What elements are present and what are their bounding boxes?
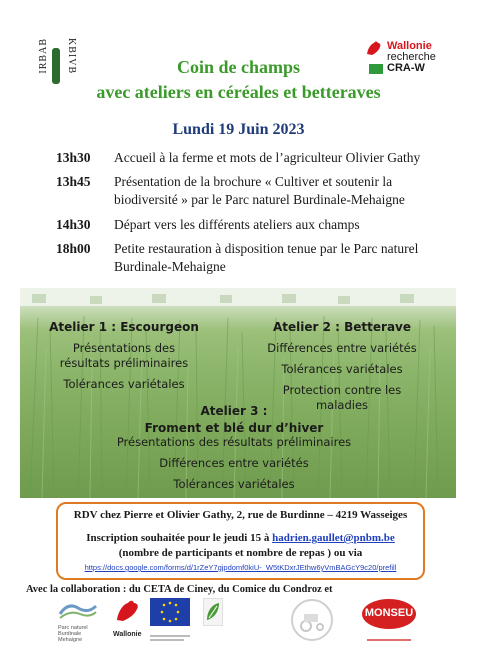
atelier-2-item: maladies bbox=[315, 398, 369, 412]
program-item bbox=[56, 240, 456, 276]
collaboration-text: Avec la collaboration : du CETA de Ciney, du Comice du Condroz et bbox=[26, 584, 333, 595]
wallonie-logo bbox=[113, 598, 147, 642]
atelier-1-item: résultats préliminaires bbox=[59, 356, 189, 370]
recherche-label: recherche bbox=[387, 51, 436, 63]
program-time: 13h45 bbox=[56, 174, 91, 189]
atelier-3 bbox=[94, 404, 374, 492]
program-text: Présentation de la brochure « Cultiver et soutenir la biodiversité » par le Parc naturel Burdinale-Mehaigne bbox=[114, 174, 405, 207]
program-item bbox=[56, 216, 456, 234]
monseu-logo bbox=[361, 598, 417, 642]
parc-naturel-text: Parc naturel bbox=[58, 625, 88, 631]
leaf-icon bbox=[203, 598, 223, 626]
rdv-box bbox=[56, 502, 425, 580]
program-time: 14h30 bbox=[56, 217, 91, 232]
inscription-line bbox=[58, 532, 423, 544]
parc-naturel-logo bbox=[58, 598, 98, 643]
parc-mehaigne-text: Mehaigne bbox=[58, 637, 83, 643]
irbab-text: IRBAB bbox=[38, 38, 49, 74]
rdv-address: RDV chez Pierre et Olivier Gathy, 2, rue de Burdinne – 4219 Wasseiges bbox=[73, 509, 408, 521]
atelier-2-item: Tolérances variétales bbox=[281, 362, 403, 376]
atelier-3-item: Différences entre variétés bbox=[159, 456, 309, 470]
monseu-tagline bbox=[367, 639, 411, 641]
program-text: Petite restauration à disposition tenue par le Parc naturel Burdinale-Mehaigne bbox=[114, 241, 419, 274]
atelier-3-subtitle: Froment et blé dur d’hiver bbox=[144, 421, 324, 435]
event-title: Coin de champs bbox=[176, 57, 301, 77]
atelier-2-item: Différences entre variétés bbox=[267, 341, 417, 355]
atelier-3-item: Présentations des résultats préliminaires bbox=[116, 435, 352, 449]
parc-burdinale-text: Burdinale bbox=[58, 631, 82, 637]
comice-logo bbox=[290, 598, 334, 642]
atelier-2 bbox=[252, 320, 432, 413]
eu-caption-line bbox=[150, 635, 190, 637]
program-item bbox=[56, 149, 456, 167]
event-date: Lundi 19 Juin 2023 bbox=[172, 121, 305, 138]
atelier-1-item: Tolérances variétales bbox=[63, 377, 185, 391]
inscription-text: Inscription souhaitée pour le jeudi 15 à bbox=[86, 532, 273, 544]
atelier-1-title: Atelier 1 : Escourgeon bbox=[49, 320, 199, 334]
rooster-icon bbox=[113, 598, 143, 624]
eu-caption-line bbox=[150, 639, 184, 641]
atelier-3-item: Tolérances variétales bbox=[173, 477, 295, 491]
program-time: 13h30 bbox=[56, 150, 91, 165]
kbivb-text: KBIVB bbox=[66, 38, 77, 75]
wallonie-text: Wallonie bbox=[113, 631, 142, 638]
inscription-note: (nombre de participants et nombre de repas ) ou via bbox=[118, 547, 363, 559]
eu-flag-icon bbox=[150, 598, 190, 626]
field-photo bbox=[20, 288, 456, 498]
form-link[interactable]: https://docs.google.com/forms/d/1rZeY7gjpdomf0kiU-_W5tKDxrJEthw6yVmBAGcY9c20/prefill bbox=[84, 563, 397, 572]
program-time: 18h00 bbox=[56, 241, 91, 256]
program-item bbox=[56, 173, 456, 209]
eu-logo bbox=[150, 598, 190, 640]
atelier-2-title: Atelier 2 : Betterave bbox=[273, 320, 411, 334]
atelier-3-title: Atelier 3 : bbox=[200, 404, 268, 418]
rooster-icon bbox=[365, 40, 383, 58]
atelier-1 bbox=[44, 320, 204, 392]
atelier-2-item: Protection contre les bbox=[282, 383, 402, 397]
leader-logo bbox=[203, 598, 223, 626]
wallonie-label: Wallonie bbox=[387, 40, 432, 52]
cra-w-label: CRA-W bbox=[387, 62, 425, 74]
program-text: Accueil à la ferme et mots de l’agriculteur Olivier Gathy bbox=[114, 150, 421, 165]
atelier-1-item: Présentations des bbox=[72, 341, 176, 355]
program-text: Départ vers les différents ateliers aux champs bbox=[114, 217, 360, 232]
tractor-icon bbox=[290, 598, 334, 642]
monseu-text: MONSEU bbox=[364, 607, 414, 619]
event-subtitle: avec ateliers en céréales et betteraves bbox=[96, 82, 381, 102]
email-link[interactable]: hadrien.gaullet@pnbm.be bbox=[272, 532, 395, 544]
parc-naturel-mark bbox=[58, 598, 98, 620]
